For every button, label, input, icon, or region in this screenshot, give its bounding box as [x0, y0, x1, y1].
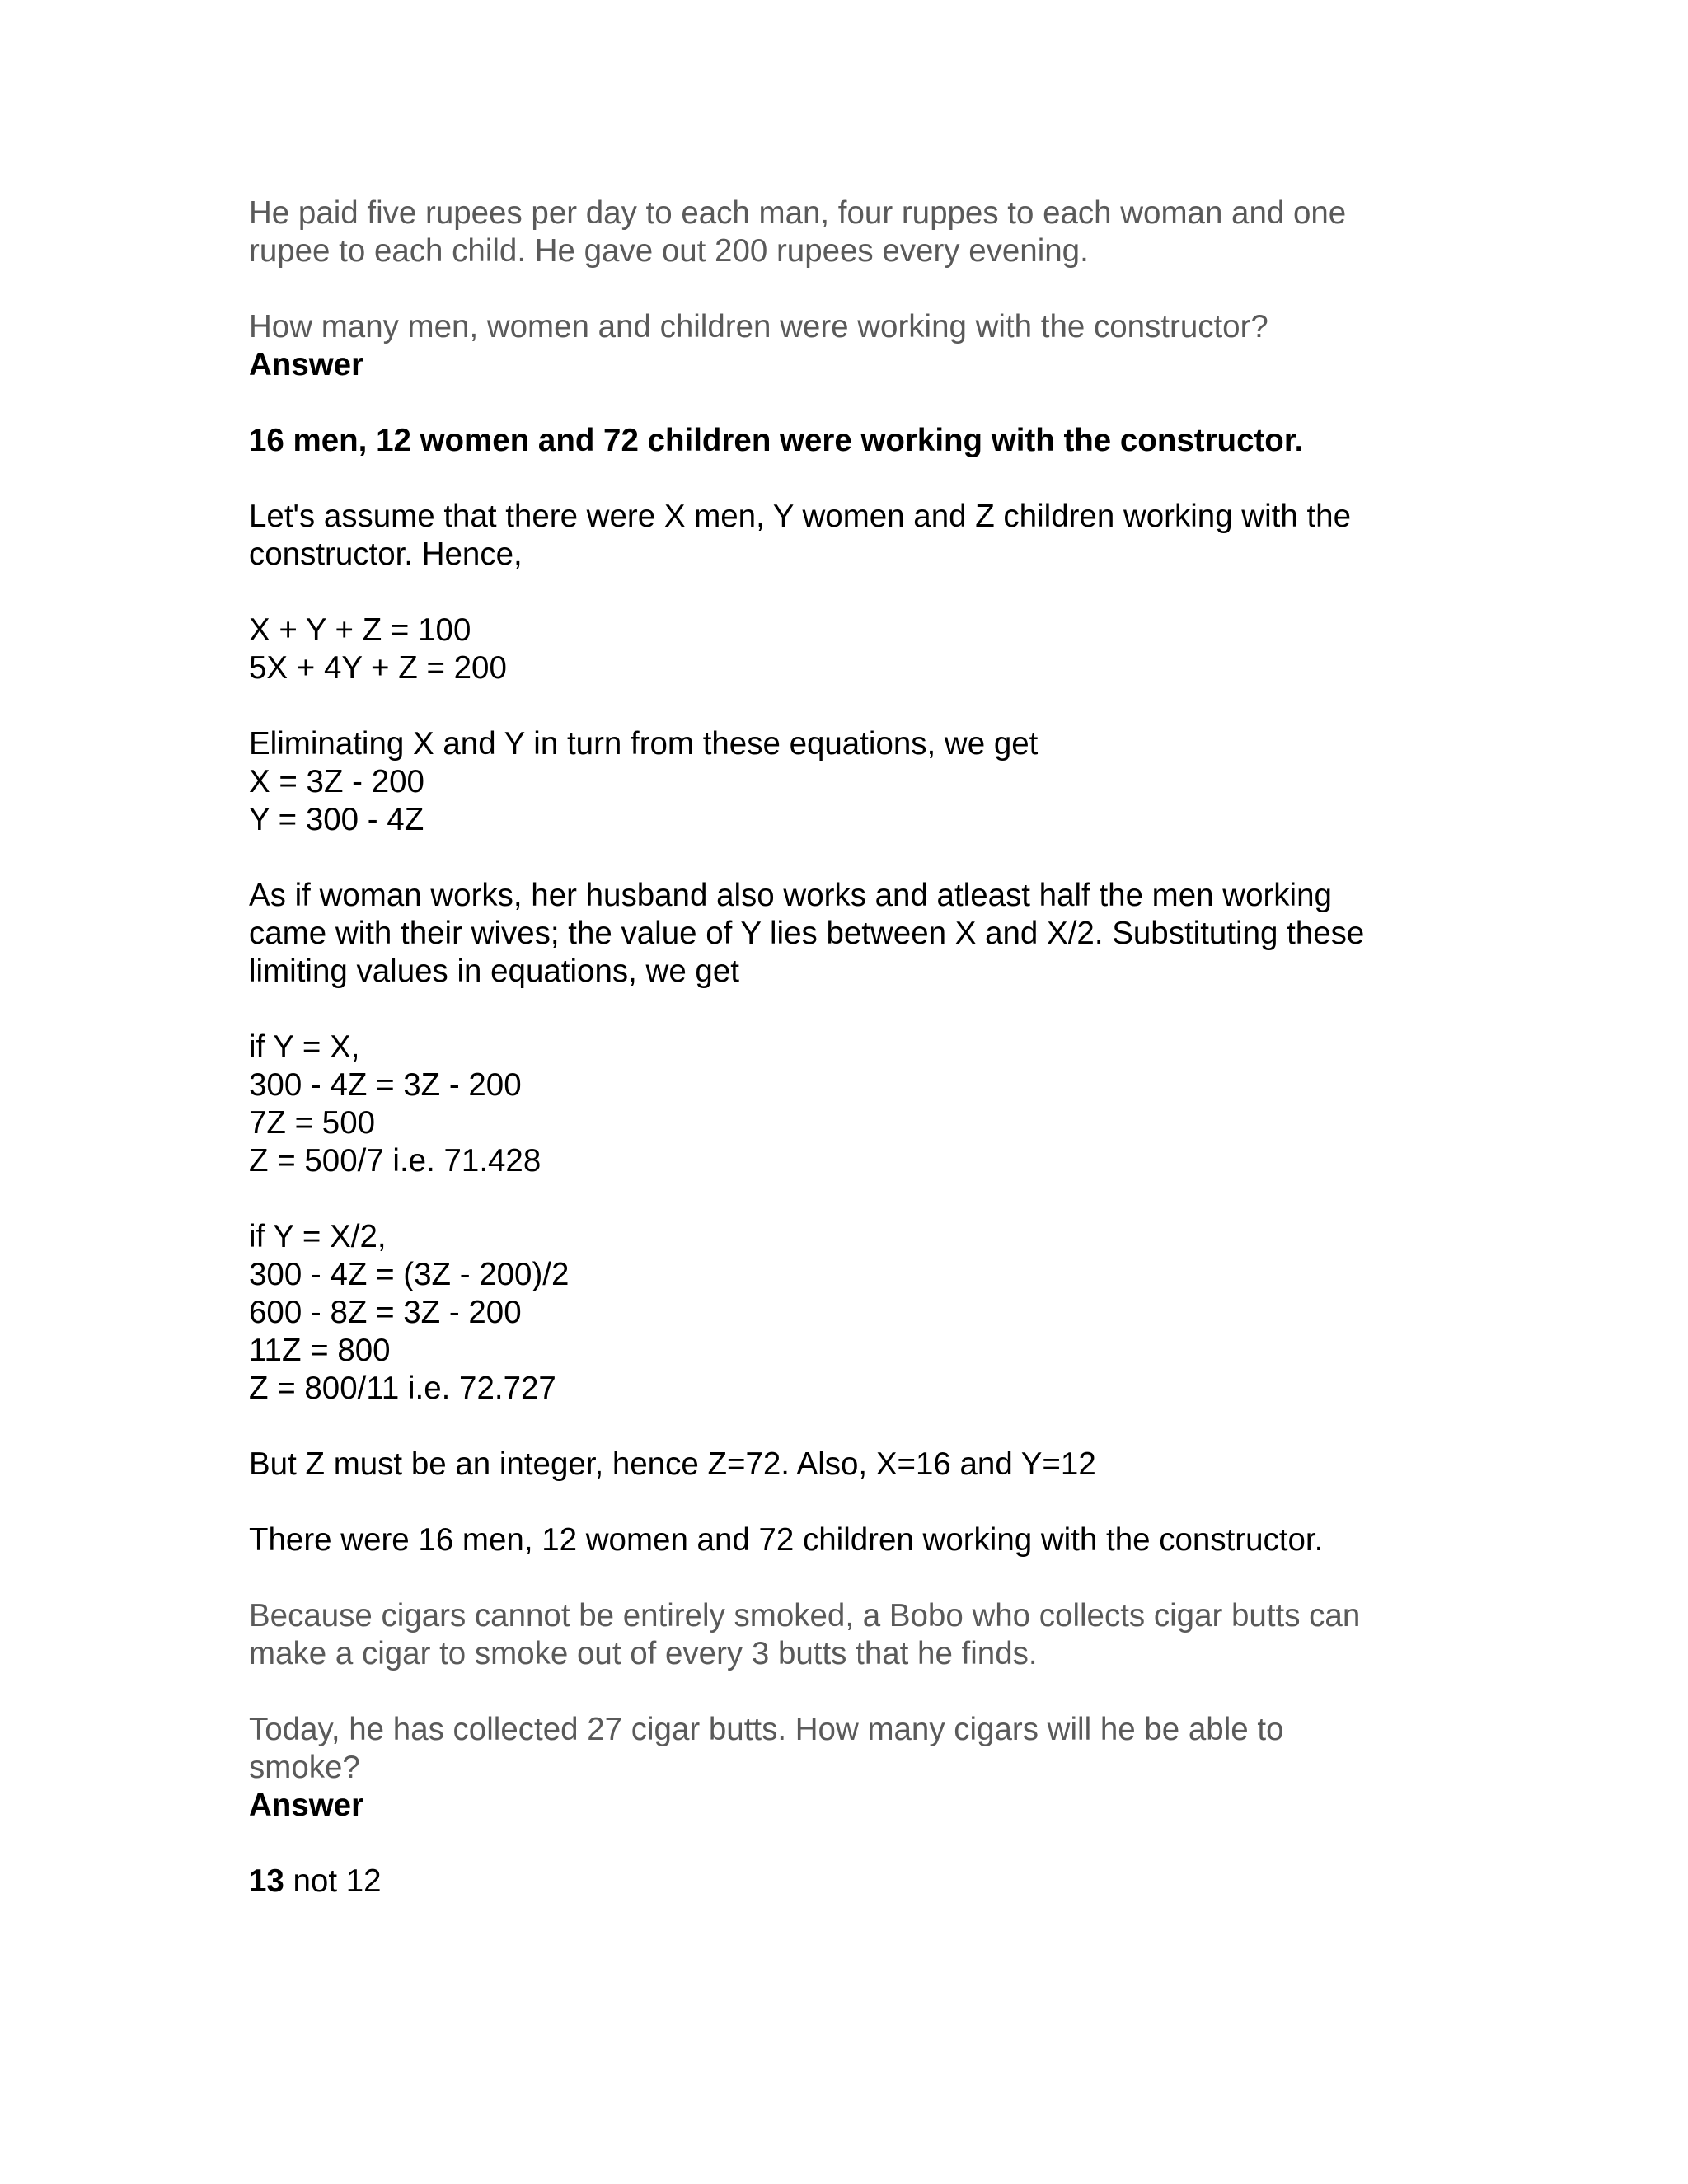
answer-rest: not 12: [284, 1863, 382, 1899]
equations-block: [249, 612, 1436, 687]
puzzle2-question: smoke?: [249, 1750, 360, 1785]
puzzle1-question: How many men, women and children were working with the constructor?: [249, 309, 1268, 344]
text-line: constructor. Hence,: [249, 537, 523, 572]
equation: if Y = X/2,: [249, 1219, 387, 1254]
assumption-paragraph: [249, 498, 1436, 574]
text-line: Eliminating X and Y in turn from these equations, we get: [249, 726, 1039, 762]
equation: X = 3Z - 200: [249, 764, 424, 799]
answer-number: 13: [249, 1863, 284, 1899]
case2-block: [249, 1218, 1436, 1408]
equation: 5X + 4Y + Z = 200: [249, 650, 507, 686]
equation: 300 - 4Z = (3Z - 200)/2: [249, 1257, 570, 1292]
conclusion-statement: [249, 1521, 1436, 1559]
text-line: rupee to each child. He gave out 200 rupees every evening.: [249, 233, 1089, 269]
text-line: Let's assume that there were X men, Y women and Z children working with the: [249, 499, 1351, 534]
equation: X + Y + Z = 100: [249, 612, 471, 648]
puzzle2-question: Today, he has collected 27 cigar butts. How many cigars will he be able to: [249, 1712, 1284, 1747]
puzzle2-question-block: [249, 1711, 1436, 1825]
text-line: He paid five rupees per day to each man, four ruppes to each woman and one: [249, 195, 1347, 231]
equation: 7Z = 500: [249, 1105, 376, 1141]
integer-statement: [249, 1446, 1436, 1483]
puzzle2-answer: [249, 1863, 1436, 1900]
puzzle1-answer: 16 men, 12 women and 72 children were working with the constructor.: [249, 423, 1304, 458]
text-line: There were 16 men, 12 women and 72 children working with the constructor.: [249, 1522, 1324, 1558]
reasoning-paragraph: [249, 877, 1436, 991]
puzzle1-answer-block: [249, 422, 1436, 460]
puzzle1-question-block: [249, 308, 1436, 384]
equation: 11Z = 800: [249, 1333, 391, 1368]
text-line: As if woman works, her husband also works and atleast half the men working: [249, 878, 1332, 913]
answer-heading: Answer: [249, 1788, 364, 1823]
puzzle2-answer-block: [249, 1863, 1436, 1900]
case1-block: [249, 1029, 1436, 1180]
answer-heading: Answer: [249, 347, 364, 382]
equation: 300 - 4Z = 3Z - 200: [249, 1067, 522, 1103]
puzzle1-statement: [249, 194, 1436, 270]
equation: if Y = X,: [249, 1029, 360, 1065]
text-line: make a cigar to smoke out of every 3 butts that he finds.: [249, 1636, 1038, 1671]
equation: Z = 500/7 i.e. 71.428: [249, 1143, 542, 1179]
equation: Y = 300 - 4Z: [249, 802, 424, 837]
document-content: [249, 194, 1436, 1900]
text-line: limiting values in equations, we get: [249, 954, 739, 989]
text-line: But Z must be an integer, hence Z=72. Also, X=16 and Y=12: [249, 1446, 1096, 1482]
equation: Z = 800/11 i.e. 72.727: [249, 1371, 556, 1406]
elimination-block: [249, 725, 1436, 839]
text-line: came with their wives; the value of Y lies between X and X/2. Substituting these: [249, 916, 1365, 951]
puzzle2-statement: [249, 1597, 1436, 1673]
equation: 600 - 8Z = 3Z - 200: [249, 1295, 522, 1330]
text-line: Because cigars cannot be entirely smoked, a Bobo who collects cigar butts can: [249, 1598, 1361, 1633]
